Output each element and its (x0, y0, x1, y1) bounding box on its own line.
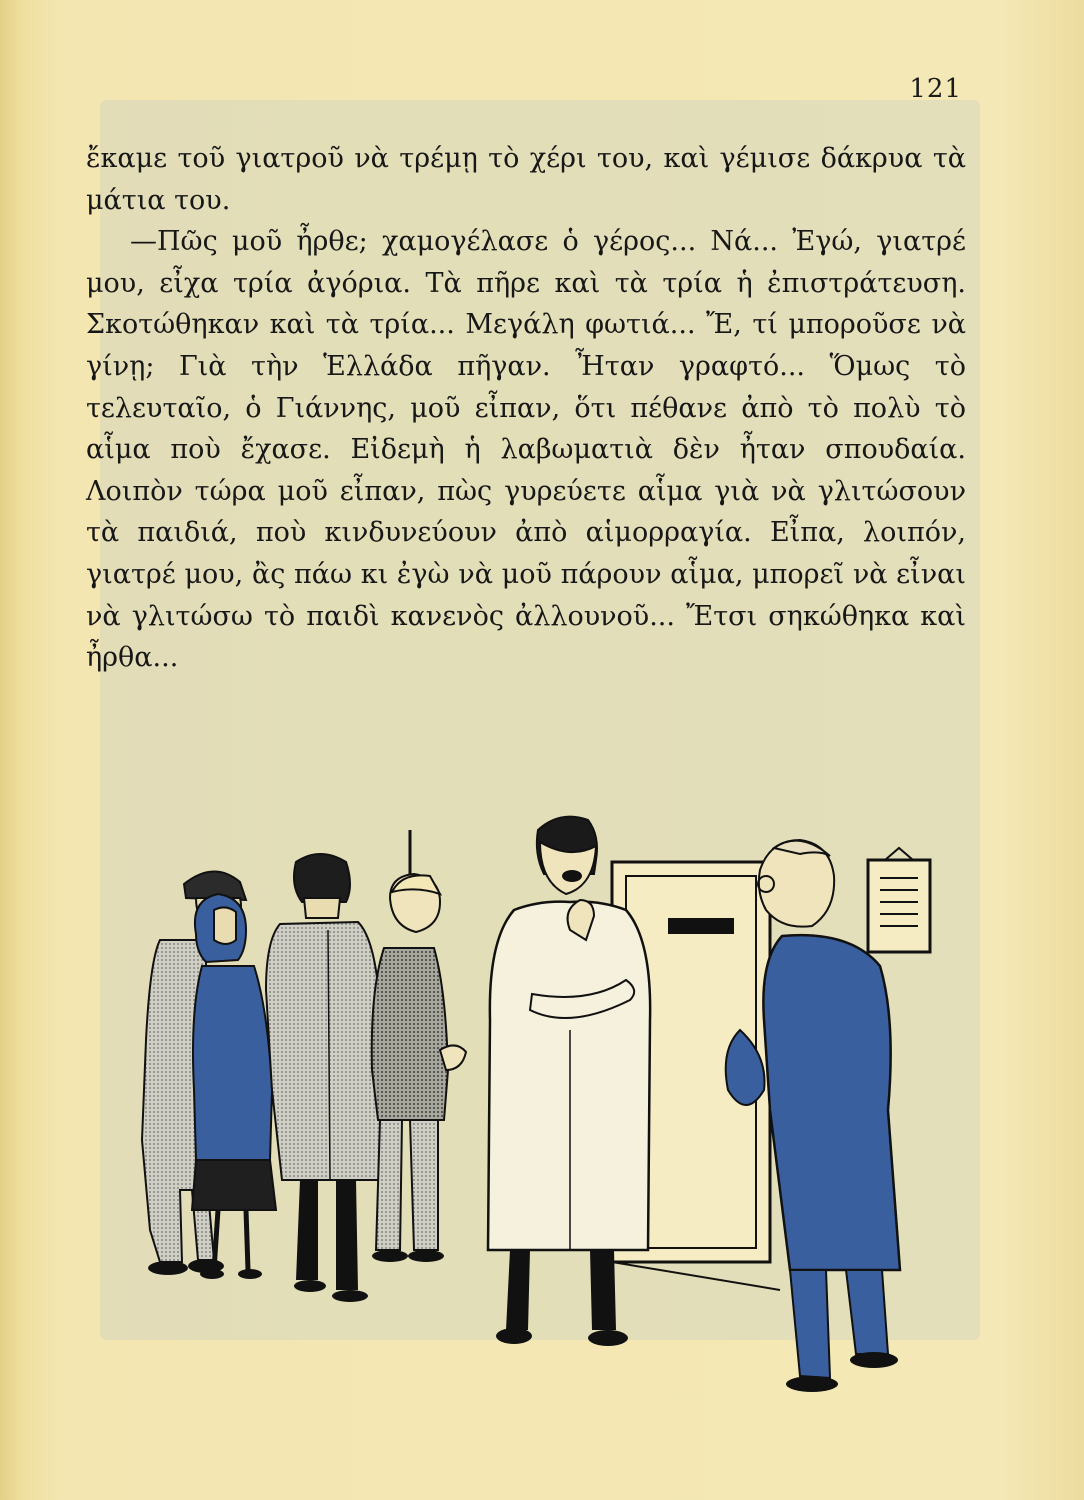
illustration-clinic-scene (0, 790, 1084, 1410)
body-text (86, 138, 966, 679)
door-sign (668, 918, 734, 934)
paragraph-continuation: ἔκαμε τοῦ γιατροῦ νὰ τρέμῃ τὸ χέρι του, καὶ γέμισε δάκρυα τὰ μάτια του. (86, 143, 966, 216)
wall-notice-frame (868, 848, 930, 952)
paragraph-dialogue: —Πῶς μοῦ ἦρθε; χαμογέλασε ὁ γέρος... Νά... Ἐγώ, γιατρέ μου, εἶχα τρία ἀγόρια. Τὰ πῆρε καὶ τὰ τρία ἡ ἐπιστράτευση. Σκοτώθηκαν καὶ τὰ τρία... Μεγάλη φωτιά... Ἔ, τί μποροῦσε νὰ γίνῃ; Γιὰ τὴν Ἑλλάδα πῆγαν. Ἦταν γραφτό... Ὅμως τὸ τελευταῖο, ὁ Γιάννης, μοῦ εἶπαν, ὅτι πέθανε ἀπὸ τὸ πολὺ τὸ αἷμα ποὺ ἔχασε. Εἰδεμὴ ἡ λαβωματιὰ δὲν ἦταν σπουδαία. Λοιπὸν τώρα μοῦ εἶπαν, πὼς γυρεύετε αἷμα γιὰ νὰ γλιτώσουν τὰ παιδιά, ποὺ κινδυνεύουν ἀπὸ αἱμορραγία. Εἶπα, λοιπόν, γιατρέ μου, ἂς πάω κι ἐγὼ νὰ μοῦ πάρουν αἷμα, μπορεῖ νὰ εἶναι νὰ γλιτώσω τὸ παιδὶ κανενὸς ἀλλουνοῦ... Ἔτσι σηκώθηκα καὶ ἦρθα... (86, 226, 966, 674)
page-number: 121 (909, 74, 962, 104)
boy-figure (372, 874, 466, 1262)
man-in-gray-coat-figure (266, 854, 390, 1302)
